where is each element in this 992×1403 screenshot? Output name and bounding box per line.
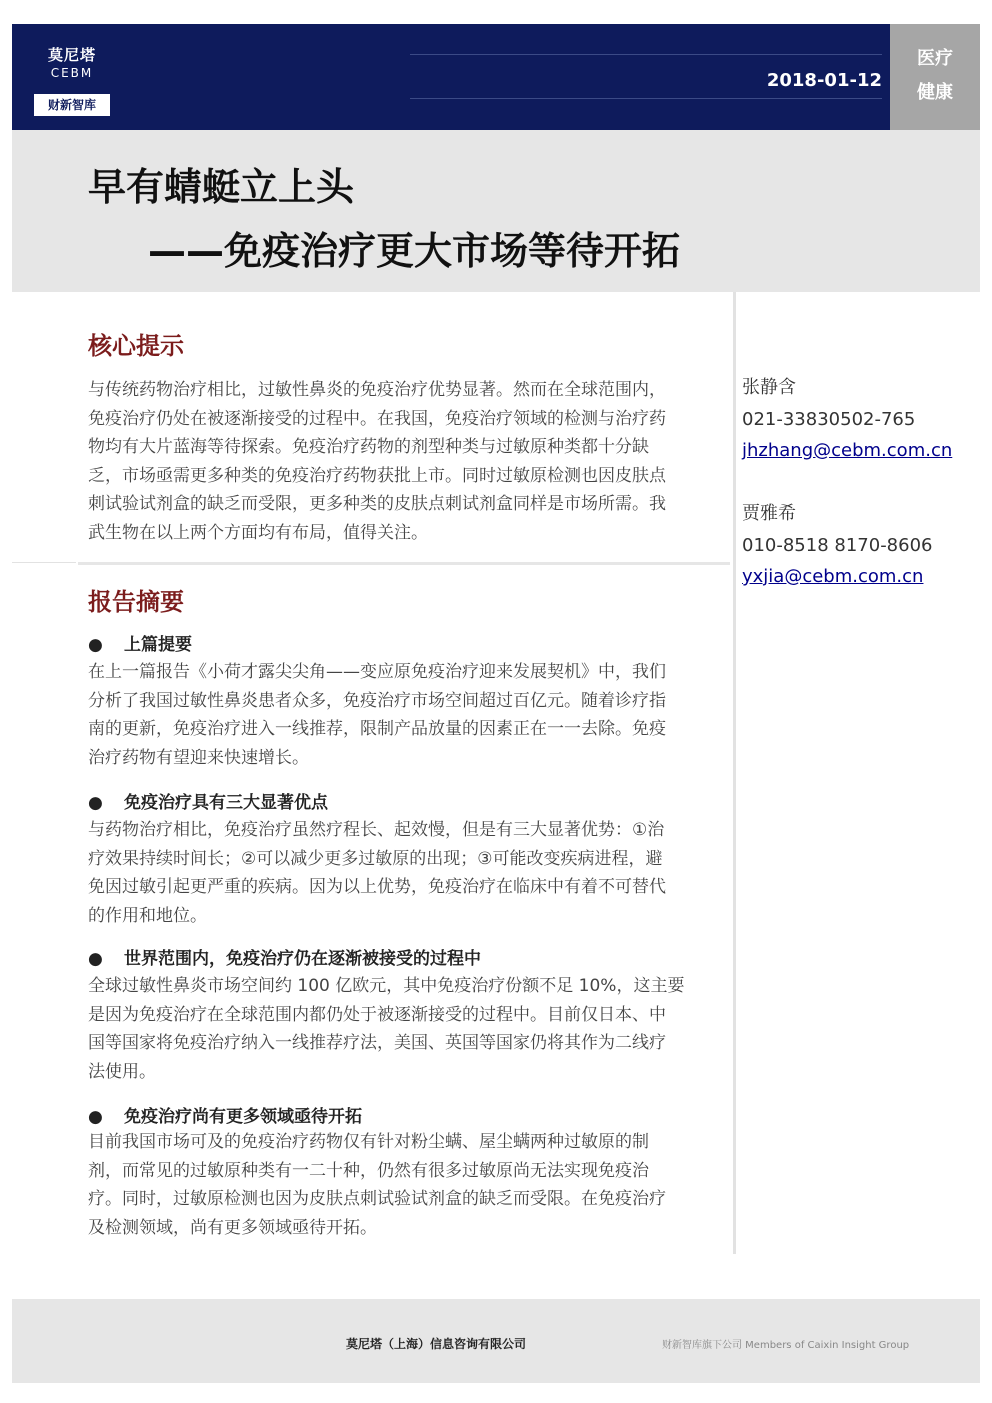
- core-line: 与传统药物治疗相比，过敏性鼻炎的免疫治疗优势显著。然而在全球范围内，: [88, 380, 666, 400]
- logo-english: CEBM: [50, 66, 94, 80]
- paragraph-line: 国等国家将免疫治疗纳入一线推荐疗法，美国、英国等国家仍将其作为二线疗: [88, 1033, 666, 1054]
- analyst-contact: [742, 498, 933, 593]
- paragraph-line: 的作用和地位。: [88, 905, 207, 926]
- paragraph-line: 在上一篇报告《小荷才露尖尖角——变应原免疫治疗迎来发展契机》中，我们: [88, 662, 666, 682]
- bullet-paragraph: [88, 816, 724, 930]
- paragraph-line: 是因为免疫治疗在全球范围内都仍处于被逐渐接受的过程中。目前仅日本、中: [88, 1004, 666, 1025]
- bullet-title: [88, 944, 481, 969]
- bullet-title-text: 世界范围内，免疫治疗仍在逐渐被接受的过程中: [124, 949, 481, 969]
- logo-caixin: 财新智库: [34, 94, 110, 116]
- header-rule-top: [410, 54, 882, 55]
- report-header: [12, 24, 890, 130]
- analyst-name: 贾雅希: [742, 503, 796, 524]
- analyst-phone: 021-33830502-765: [742, 408, 916, 430]
- bullet-paragraph: [88, 658, 724, 772]
- analyst-email-link[interactable]: yxjia@cebm.com.cn: [742, 566, 924, 587]
- bullet-paragraph: [88, 1128, 724, 1242]
- core-line: 免疫治疗仍处在被逐渐接受的过程中。在我国，免疫治疗领域的检测与治疗药: [88, 408, 666, 429]
- page-footer: [12, 1299, 980, 1383]
- paragraph-line: 治疗药物有望迎来快速增长。: [88, 747, 309, 768]
- bullet-paragraph: [88, 972, 724, 1086]
- report-subtitle: ——免疫治疗更大市场等待开拓: [148, 229, 681, 273]
- summary-heading: 报告摘要: [88, 588, 184, 616]
- bullet-title-text: 免疫治疗尚有更多领域亟待开拓: [124, 1107, 362, 1127]
- analyst-name: 张静含: [742, 377, 796, 398]
- bullet-title: [88, 788, 328, 813]
- paragraph-line: 疗效果持续时间长；②可以减少更多过敏原的出现；③可能改变疾病进程，避: [88, 848, 663, 869]
- bullet-title-text: 免疫治疗具有三大显著优点: [124, 793, 328, 813]
- analyst-email-link[interactable]: jhzhang@cebm.com.cn: [742, 440, 953, 461]
- paragraph-line: 免因过敏引起更严重的疾病。因为以上优势，免疫治疗在临床中有着不可替代: [88, 877, 666, 898]
- core-heading: 核心提示: [88, 332, 184, 360]
- core-line: 武生物在以上两个方面均有布局，值得关注。: [88, 522, 428, 543]
- bullet-icon: ●: [88, 1107, 103, 1127]
- header-rule-bottom: [410, 98, 882, 99]
- margin-rule: [12, 562, 76, 563]
- bullet-icon: ●: [88, 949, 103, 969]
- paragraph-line: 分析了我国过敏性鼻炎患者众多，免疫治疗市场空间超过百亿元。随着诊疗指: [88, 690, 666, 711]
- category-line-1: 医疗: [917, 48, 953, 69]
- core-line: 刺试验试剂盒的缺乏而受限，更多种类的皮肤点刺试剂盒同样是市场所需。我: [88, 494, 666, 515]
- analyst-contact: [742, 372, 952, 467]
- category-tag: [890, 24, 980, 130]
- paragraph-line: 及检测领域，尚有更多领域亟待开拓。: [88, 1217, 377, 1238]
- bullet-title-text: 上篇提要: [124, 635, 192, 655]
- paragraph-line: 南的更新，免疫治疗进入一线推荐，限制产品放量的因素正在一一去除。免疫: [88, 719, 666, 740]
- title-block: [12, 130, 980, 292]
- bullet-icon: ●: [88, 793, 103, 813]
- report-title: 早有蜻蜓立上头: [88, 165, 355, 209]
- core-paragraph: [88, 376, 724, 548]
- core-line: 乏，市场亟需更多种类的免疫治疗药物获批上市。同时过敏原检测也因皮肤点: [88, 465, 666, 486]
- footer-member-note: 财新智库旗下公司 Members of Caixin Insight Group: [662, 1340, 910, 1351]
- logo-mark: [34, 38, 110, 92]
- core-line: 物均有大片蓝海等待探索。免疫治疗药物的剂型种类与过敏原种类都十分缺: [88, 437, 649, 458]
- paragraph-line: 疗。同时，过敏原检测也因为皮肤点刺试验试剂盒的缺乏而受限。在免疫治疗: [88, 1189, 666, 1210]
- bullet-title: [88, 1102, 362, 1127]
- column-divider: [733, 292, 736, 1254]
- paragraph-line: 法使用。: [88, 1061, 156, 1082]
- paragraph-line: 剂，而常见的过敏原种类有一二十种，仍然有很多过敏原尚无法实现免疫治: [88, 1160, 649, 1181]
- cebm-logo: [34, 38, 110, 116]
- paragraph-line: 全球过敏性鼻炎市场空间约 100 亿欧元，其中免疫治疗份额不足 10%，这主要: [88, 976, 685, 996]
- category-line-2: 健康: [917, 82, 953, 103]
- paragraph-line: 与药物治疗相比，免疫治疗虽然疗程长、起效慢，但是有三大显著优势：①治: [88, 820, 665, 840]
- bullet-title: [88, 630, 192, 655]
- analyst-phone: 010-8518 8170-8606: [742, 534, 933, 556]
- bullet-icon: ●: [88, 635, 103, 655]
- report-date: 2018-01-12: [766, 70, 882, 91]
- footer-company: 莫尼塔（上海）信息咨询有限公司: [346, 1337, 527, 1351]
- logo-chinese: 莫尼塔: [47, 46, 96, 64]
- section-rule: [78, 562, 730, 565]
- paragraph-line: 目前我国市场可及的免疫治疗药物仅有针对粉尘螨、屋尘螨两种过敏原的制: [88, 1132, 649, 1152]
